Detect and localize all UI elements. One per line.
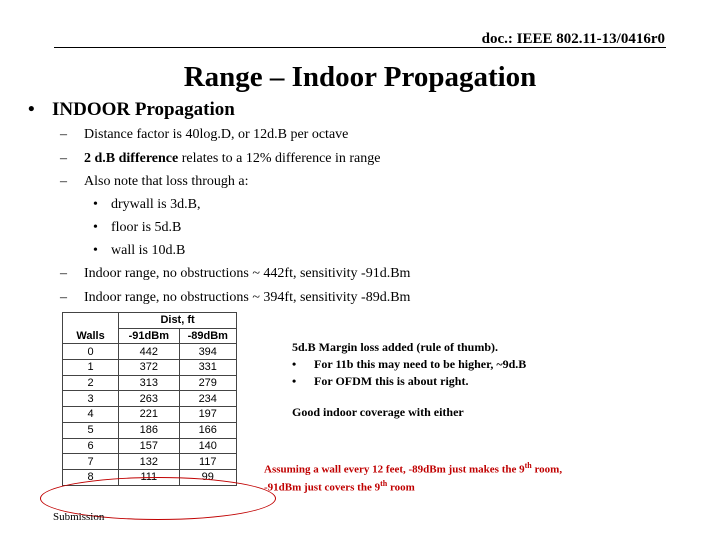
table-cell: 442 [119, 344, 179, 360]
table-header-91dbm: -91dBm [119, 328, 179, 344]
table-cell: 4 [63, 407, 119, 423]
table-cell: 3 [63, 391, 119, 407]
table-corner-cell [63, 313, 119, 329]
bullet-marker: • [28, 99, 35, 120]
range-table [62, 312, 237, 486]
table-cell: 8 [63, 469, 119, 485]
table-cell: 7 [63, 454, 119, 470]
bullet-marker: • [93, 220, 98, 235]
table-cell: 117 [179, 454, 237, 470]
bullet-marker: • [292, 357, 297, 371]
sub-bullet-difference [60, 151, 381, 167]
loss-item-wall [93, 243, 185, 259]
table-cell: 331 [179, 360, 237, 376]
dash-marker: – [60, 127, 67, 142]
assumption-line-2 [264, 477, 562, 495]
slide-title: Range – Indoor Propagation [183, 61, 537, 93]
range-bullet-text: Indoor range, no obstructions ~ 442ft, sensitivity -91d.Bm [84, 266, 411, 281]
table-header-row [63, 328, 237, 344]
dash-marker: – [60, 290, 67, 305]
document-id: doc.: IEEE 802.11-13/0416r0 [481, 31, 665, 47]
table-cell: 197 [179, 407, 237, 423]
table-cell: 279 [179, 375, 237, 391]
assumption-note [264, 459, 562, 494]
assumption-text: room [387, 481, 415, 494]
table-row [63, 438, 237, 454]
table-header-89dbm: -89dBm [179, 328, 237, 344]
table-cell: 140 [179, 438, 237, 454]
loss-item-text: floor is 5d.B [111, 220, 182, 235]
table-cell: 394 [179, 344, 237, 360]
table-header-walls: Walls [63, 328, 119, 344]
margin-note-bullet-text: For OFDM this is about right. [314, 374, 469, 388]
table-cell: 5 [63, 422, 119, 438]
sub-bullet-text: Also note that loss through a: [84, 174, 249, 189]
header-rule [54, 47, 666, 48]
assumption-line-1 [264, 459, 562, 477]
table-row [63, 360, 237, 376]
assumption-superscript: th [524, 461, 532, 470]
table-cell: 1 [63, 360, 119, 376]
assumption-text: room, [531, 463, 563, 476]
footer-submission: Submission [53, 511, 105, 523]
margin-note [292, 339, 526, 390]
dash-marker: – [60, 151, 67, 166]
table-group-header: Dist, ft [119, 313, 237, 329]
dash-marker: – [60, 174, 67, 189]
table-cell: 111 [119, 469, 179, 485]
assumption-text: Assuming a wall every 12 feet, -89dBm just makes the 9 [264, 463, 525, 476]
sub-bullet-text: relates to a 12% difference in range [178, 151, 381, 166]
loss-item-floor [93, 220, 181, 236]
table-group-header-row [63, 313, 237, 329]
sub-bullet-distance [60, 127, 348, 143]
margin-note-heading: 5d.B Margin loss added (rule of thumb). [292, 340, 499, 354]
coverage-note: Good indoor coverage with either [292, 405, 464, 419]
main-bullet [28, 99, 235, 121]
table-cell: 157 [119, 438, 179, 454]
table-cell: 2 [63, 375, 119, 391]
sub-bullet-loss [60, 174, 249, 190]
table-cell: 132 [119, 454, 179, 470]
table-cell: 6 [63, 438, 119, 454]
loss-item-drywall [93, 197, 200, 213]
table-cell: 313 [119, 375, 179, 391]
margin-note-bullet-text: For 11b this may need to be higher, ~9d.B [314, 357, 527, 371]
table-cell: 99 [179, 469, 237, 485]
table-row [63, 422, 237, 438]
range-bullet-89 [60, 290, 410, 306]
loss-item-text: wall is 10d.B [111, 243, 186, 258]
bullet-marker: • [292, 374, 297, 388]
table-cell: 221 [119, 407, 179, 423]
assumption-superscript: th [380, 478, 388, 488]
table-cell: 166 [179, 422, 237, 438]
loss-item-text: drywall is 3d.B, [111, 197, 201, 212]
table-cell: 186 [119, 422, 179, 438]
table-cell: 263 [119, 391, 179, 407]
dash-marker: – [60, 266, 67, 281]
table-cell: 0 [63, 344, 119, 360]
table-row [63, 454, 237, 470]
range-bullet-91 [60, 266, 410, 282]
bullet-marker: • [93, 197, 98, 212]
table-row [63, 375, 237, 391]
main-bullet-text: INDOOR Propagation [52, 99, 235, 120]
table-cell: 234 [179, 391, 237, 407]
sub-bullet-bold-text: 2 d.B difference [84, 151, 179, 166]
table-row [63, 391, 237, 407]
table-cell: 372 [119, 360, 179, 376]
table-row [63, 344, 237, 360]
range-bullet-text: Indoor range, no obstructions ~ 394ft, sensitivity -89d.Bm [84, 290, 411, 305]
table-row [63, 407, 237, 423]
margin-note-bullet [292, 373, 526, 390]
bullet-marker: • [93, 243, 98, 258]
assumption-text: -91dBm just covers the 9 [264, 481, 381, 494]
sub-bullet-text: Distance factor is 40log.D, or 12d.B per octave [84, 127, 349, 142]
margin-note-bullet [292, 356, 526, 373]
